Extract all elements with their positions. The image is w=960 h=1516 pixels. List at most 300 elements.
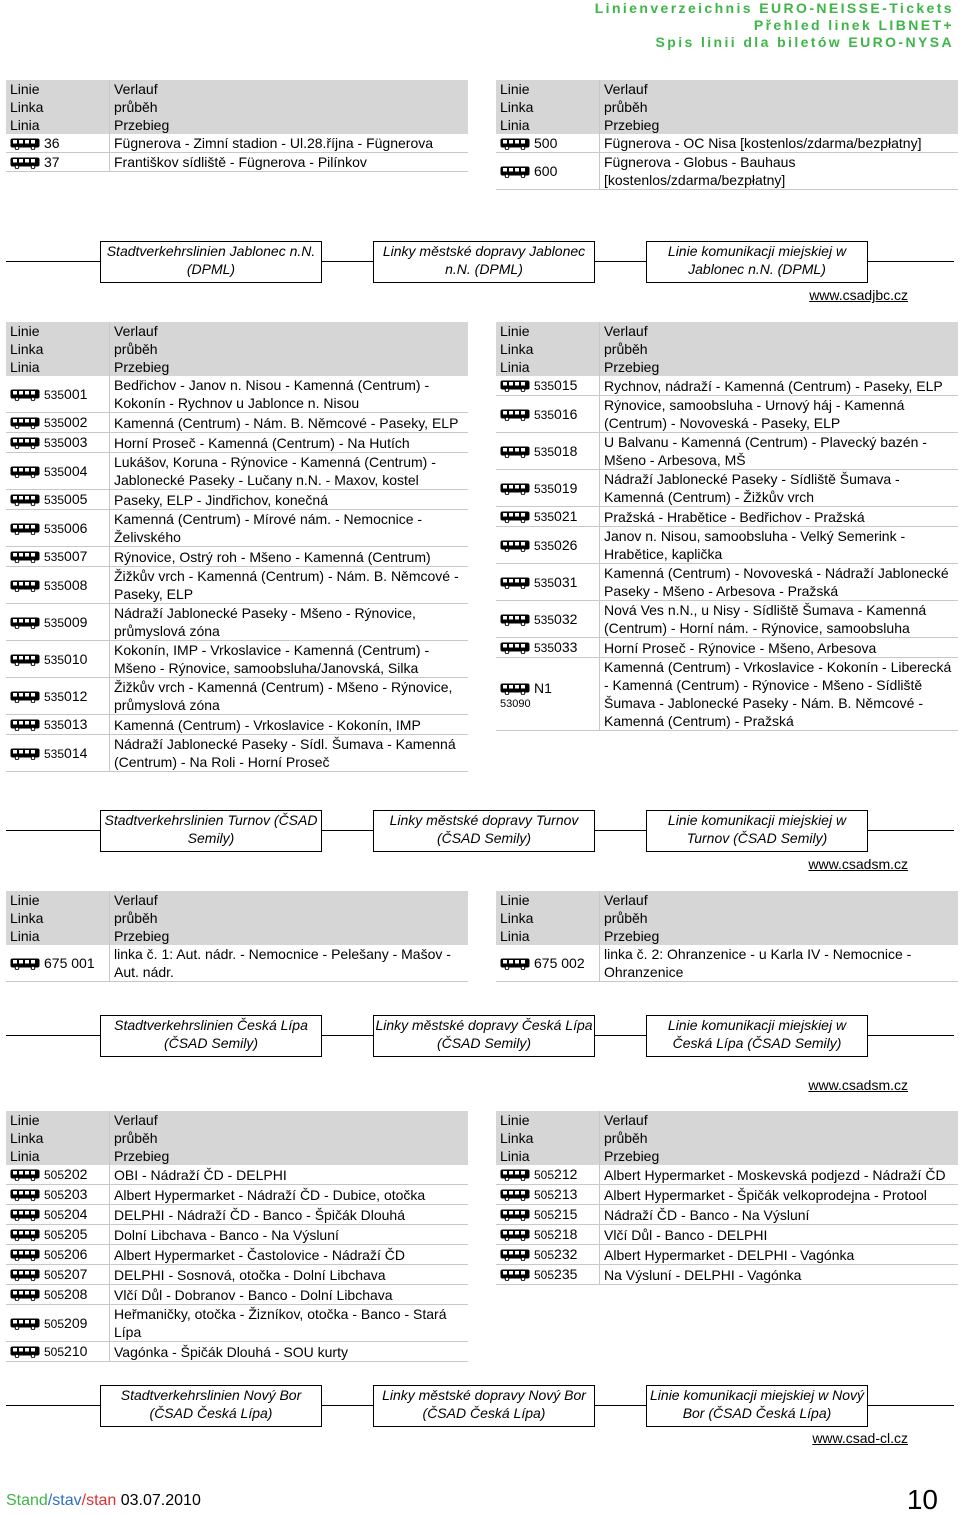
table-row (496, 1265, 958, 1285)
table-row (6, 490, 468, 510)
col-head-route: Verlauf (110, 1111, 469, 1129)
col-head-line: Linie (496, 891, 600, 909)
line-suffix: 204 (64, 1206, 88, 1222)
table-header-row (496, 358, 958, 376)
table-row (6, 1285, 468, 1305)
col-head-line: Linie (6, 80, 110, 98)
line-prefix: 535 (44, 464, 65, 479)
col-head-line: Linka (6, 909, 110, 927)
route-text: Rýnovice, samoobsluha - Urnový háj - Kamenná (Centrum) - Novoveská - Paseky, ELP (600, 396, 959, 433)
line-prefix: 505 (534, 1268, 555, 1282)
col-head-route: průběh (110, 98, 469, 116)
bus-icon (10, 1346, 40, 1358)
line-number-cell (6, 1245, 110, 1265)
operator-website-link[interactable]: www.csadsm.cz (808, 1077, 908, 1093)
col-head-route: Przebieg (110, 927, 469, 945)
line-suffix: 208 (64, 1286, 88, 1302)
line-suffix: N1 (534, 679, 552, 696)
lines-table-right (496, 891, 958, 982)
table-header-row (496, 891, 958, 909)
line-number-cell (6, 1285, 110, 1305)
line-prefix: 535 (534, 612, 555, 627)
bus-icon (500, 1209, 530, 1221)
route-text: OBI - Nádraží ČD - DELPHI (110, 1165, 469, 1185)
route-text: Dolní Libchava - Banco - Na Výsluní (110, 1225, 469, 1245)
line-suffix: 215 (554, 1206, 578, 1222)
route-text: Lukášov, Koruna - Rýnovice - Kamenná (Centrum) - Jablonecké Paseky - Lučany n.N. - Maxov, kostel (110, 453, 469, 490)
line-number-cell (6, 1265, 110, 1285)
route-text: Nádraží Jablonecké Paseky - Sídliště Šumava - Kamenná (Centrum) - Žižkův vrch (600, 470, 959, 507)
bus-icon (500, 540, 530, 552)
line-prefix: 505 (44, 1188, 65, 1202)
col-head-route: Przebieg (600, 116, 959, 134)
route-text: Rýnovice, Ostrý roh - Mšeno - Kamenná (Centrum) (110, 547, 469, 567)
footer-stand-pl: stan (86, 1492, 117, 1509)
table-row (496, 1225, 958, 1245)
table-row (496, 376, 958, 396)
section-title-box: Linky městské dopravy Nový Bor (ČSAD Česká Lípa) (373, 1385, 595, 1427)
route-text: Rychnov, nádraží - Kamenná (Centrum) - Paseky, ELP (600, 376, 959, 396)
footer-sep-1: / (47, 1492, 53, 1509)
line-number: 675 002 (534, 955, 585, 971)
line-suffix: 012 (64, 687, 88, 704)
table-header-row (496, 1147, 958, 1165)
table-row (6, 567, 468, 604)
line-prefix: 505 (44, 1316, 65, 1331)
footer-stand (6, 1492, 201, 1510)
bus-icon (10, 466, 40, 478)
line-suffix: 015 (554, 377, 578, 393)
line-prefix: 535 (534, 481, 555, 496)
col-head-line: Linia (496, 927, 600, 945)
lines-table-left (6, 80, 468, 172)
route-text: Vlčí Důl - Banco - DELPHI (600, 1225, 959, 1245)
route-text: Kamenná (Centrum) - Nám. B. Němcové - Paseky, ELP (110, 413, 469, 433)
route-text: Horní Proseč - Rýnovice - Mšeno, Arbesova (600, 638, 959, 658)
line-number-cell (6, 547, 110, 567)
col-head-route: Verlauf (600, 891, 959, 909)
bus-icon (10, 654, 40, 666)
bus-icon (10, 1289, 40, 1301)
table-row (496, 396, 958, 433)
route-text: Albert Hypermarket - DELPHI - Vagónka (600, 1245, 959, 1265)
footer-date: 03.07.2010 (116, 1492, 201, 1509)
table-row (6, 433, 468, 453)
table-header-row (6, 358, 468, 376)
table-row (6, 1225, 468, 1245)
col-head-route: průběh (110, 1129, 469, 1147)
line-suffix: 016 (554, 405, 578, 422)
route-text: Žižkův vrch - Kamenná (Centrum) - Nám. B. Němcové - Paseky, ELP (110, 567, 469, 604)
route-text: DELPHI - Nádraží ČD - Banco - Špičák Dlouhá (110, 1205, 469, 1225)
bus-icon (10, 138, 40, 150)
line-suffix: 007 (64, 548, 88, 564)
document-header (595, 0, 954, 51)
line-number-cell (496, 601, 600, 638)
bus-icon (10, 389, 40, 401)
bus-icon (10, 523, 40, 535)
section-title-box: Stadtverkehrslinien Nový Bor (ČSAD Česká Lípa) (100, 1385, 322, 1427)
line-prefix: 535 (44, 615, 65, 630)
route-text: Kokonín, IMP - Vrkoslavice - Kamenná (Centrum) - Mšeno - Rýnovice, samoobsluha/Janovská, Silka (110, 641, 469, 678)
line-number-cell (6, 510, 110, 547)
bus-icon (10, 1318, 40, 1330)
table-header-row (6, 98, 468, 116)
table-row (496, 1205, 958, 1225)
table-row (496, 1185, 958, 1205)
line-suffix: 005 (64, 491, 88, 507)
route-text: Nádraží Jablonecké Paseky - Sídl. Šumava - Kamenná (Centrum) - Na Roli - Horní Proseč (110, 735, 469, 772)
line-prefix: 505 (44, 1345, 65, 1359)
bus-icon (10, 1189, 40, 1201)
line-suffix: 014 (64, 744, 88, 761)
lines-table-right (496, 80, 958, 190)
bus-icon (500, 1169, 530, 1181)
route-text: DELPHI - Sosnová, otočka - Dolní Libchava (110, 1265, 469, 1285)
table-row (6, 510, 468, 547)
col-head-line: Linia (6, 116, 110, 134)
col-head-route: Przebieg (110, 358, 469, 376)
line-number-cell (496, 1245, 600, 1265)
operator-website-link[interactable]: www.csadjbc.cz (809, 287, 908, 303)
line-number: 600 (534, 163, 558, 179)
table-row (496, 470, 958, 507)
bus-icon (10, 417, 40, 429)
route-text: Janov n. Nisou, samoobsluha - Velký Semerink - Hrabětice, kaplička (600, 527, 959, 564)
line-suffix: 002 (64, 414, 88, 430)
route-text: linka č. 2: Ohranzenice - u Karla IV - Nemocnice - Ohranzenice (600, 945, 959, 982)
line-number-cell (6, 134, 110, 153)
route-text: Albert Hypermarket - Špičák velkoprodejna - Protool (600, 1185, 959, 1205)
line-suffix: 008 (64, 576, 88, 593)
line-number-cell (496, 507, 600, 527)
table-row (496, 433, 958, 470)
line-prefix: 535 (534, 538, 555, 553)
line-prefix: 535 (44, 652, 65, 667)
line-number-cell (496, 1225, 600, 1245)
table-header-row (496, 98, 958, 116)
table-row (496, 1245, 958, 1265)
line-prefix: 505 (44, 1288, 65, 1302)
line-suffix: 003 (64, 434, 88, 450)
line-prefix: 505 (534, 1208, 555, 1222)
bus-icon (10, 1249, 40, 1261)
line-number-cell (6, 715, 110, 735)
route-text: Kamenná (Centrum) - Novoveská - Nádraží Jablonecké Paseky - Mšeno - Arbesova - Pražská (600, 564, 959, 601)
bus-icon (500, 577, 530, 589)
col-head-route: Przebieg (600, 358, 959, 376)
route-text: Žižkův vrch - Kamenná (Centrum) - Mšeno - Rýnovice, průmyslová zóna (110, 678, 469, 715)
route-text: Nová Ves n.N., u Nisy - Sídliště Šumava - Kamenná (Centrum) - Horní nám. - Rýnovice, samoobsluha (600, 601, 959, 638)
line-prefix: 505 (534, 1228, 555, 1242)
line-suffix: 018 (554, 442, 578, 459)
line-prefix: 535 (44, 436, 65, 450)
line-suffix: 019 (554, 479, 578, 496)
bus-icon (500, 1189, 530, 1201)
line-prefix: 535 (534, 407, 555, 422)
line-number-cell (496, 1265, 600, 1285)
line-suffix: 031 (554, 573, 578, 590)
table-row (6, 413, 468, 433)
line-suffix: 202 (64, 1166, 88, 1182)
line-number-cell (6, 604, 110, 641)
line-prefix: 535 (534, 641, 555, 655)
route-text: Albert Hypermarket - Moskevská podjezd - Nádraží ČD (600, 1165, 959, 1185)
col-head-route: Verlauf (110, 322, 469, 340)
header-line-pl: Spis linii dla biletów EURO-NYSA (655, 34, 954, 50)
lines-table-right (496, 1111, 958, 1285)
line-number: 36 (44, 135, 60, 151)
section-title-box: Stadtverkehrslinien Turnov (ČSAD Semily) (100, 810, 322, 852)
line-suffix: 213 (554, 1186, 578, 1202)
line-number-cell (6, 1165, 110, 1185)
bus-icon (10, 617, 40, 629)
line-prefix: 535 (534, 379, 555, 393)
col-head-route: Verlauf (600, 80, 959, 98)
col-head-route: průběh (110, 340, 469, 358)
bus-icon (10, 551, 40, 563)
col-head-route: průběh (600, 340, 959, 358)
table-header-row (6, 116, 468, 134)
table-row (496, 945, 958, 982)
route-text: Paseky, ELP - Jindřichov, konečná (110, 490, 469, 510)
col-head-line: Linia (496, 358, 600, 376)
line-number-cell (6, 735, 110, 772)
line-suffix: 009 (64, 613, 88, 630)
table-row (496, 134, 958, 153)
line-prefix: 505 (44, 1268, 65, 1282)
line-suffix: 209 (64, 1314, 88, 1331)
table-row (6, 547, 468, 567)
route-text: Pražská - Hrabětice - Bedřichov - Pražská (600, 507, 959, 527)
route-text: Vlčí Důl - Dobranov - Banco - Dolní Libchava (110, 1285, 469, 1305)
line-number-cell (496, 396, 600, 433)
line-number-cell (6, 376, 110, 413)
line-number-cell (496, 376, 600, 396)
line-suffix: 013 (64, 716, 88, 732)
bus-icon (500, 409, 530, 421)
col-head-line: Linia (6, 927, 110, 945)
col-head-line: Linie (6, 1111, 110, 1129)
table-header-row (6, 909, 468, 927)
table-row (496, 153, 958, 190)
bus-icon (500, 614, 530, 626)
route-text: Horní Proseč - Kamenná (Centrum) - Na Hutích (110, 433, 469, 453)
bus-icon (500, 1229, 530, 1241)
footer-stand-de: Stand (6, 1492, 48, 1509)
bus-icon (500, 483, 530, 495)
col-head-route: průběh (600, 909, 959, 927)
route-text: Bedřichov - Janov n. Nisou - Kamenná (Centrum) - Kokonín - Rychnov u Jablonce n. Nisou (110, 376, 469, 413)
col-head-line: Linka (6, 98, 110, 116)
bus-icon (500, 1249, 530, 1261)
table-header-row (6, 891, 468, 909)
table-header-row (6, 927, 468, 945)
col-head-line: Linie (6, 891, 110, 909)
bus-icon (10, 719, 40, 731)
line-number-cell (6, 490, 110, 510)
line-number-cell (6, 1342, 110, 1362)
line-number: 675 001 (44, 955, 95, 971)
line-number-cell (6, 567, 110, 604)
bus-icon (500, 446, 530, 458)
operator-website-link[interactable]: www.csadsm.cz (808, 856, 908, 872)
col-head-route: průběh (600, 1129, 959, 1147)
line-prefix: 535 (44, 689, 65, 704)
table-row (6, 1165, 468, 1185)
line-suffix: 206 (64, 1246, 88, 1262)
line-number-cell (6, 641, 110, 678)
page-number: 10 (906, 1484, 938, 1515)
line-suffix: 001 (64, 385, 88, 402)
line-prefix: 535 (44, 578, 65, 593)
col-head-line: Linia (6, 358, 110, 376)
table-row (496, 527, 958, 564)
col-head-line: Linia (6, 1147, 110, 1165)
table-header-row (6, 1111, 468, 1129)
col-head-line: Linia (496, 1147, 600, 1165)
line-suffix: 218 (554, 1226, 578, 1242)
operator-website-link[interactable]: www.csad-cl.cz (812, 1430, 908, 1446)
col-head-line: Linie (496, 80, 600, 98)
line-number-cell (6, 1205, 110, 1225)
route-text: U Balvanu - Kamenná (Centrum) - Plavecký bazén - Mšeno - Arbesova, MŠ (600, 433, 959, 470)
line-suffix: 235 (554, 1266, 578, 1282)
section-title-box: Linie komunikacji miejskiej w Jablonec n.N. (DPML) (646, 241, 868, 283)
line-prefix: 535 (44, 416, 65, 430)
route-text: Vagónka - Špičák Dlouhá - SOU kurty (110, 1342, 469, 1362)
line-suffix: 232 (554, 1246, 578, 1262)
line-prefix: 505 (44, 1228, 65, 1242)
bus-icon (10, 958, 40, 970)
table-header-row (6, 340, 468, 358)
bus-icon (10, 1209, 40, 1221)
line-number-cell (496, 945, 600, 982)
col-head-line: Linka (496, 1129, 600, 1147)
col-head-line: Linie (496, 1111, 600, 1129)
col-head-line: Linka (496, 340, 600, 358)
table-header-row (496, 340, 958, 358)
lines-table-left (6, 891, 468, 982)
route-text: Fügnerova - OC Nisa [kostenlos/zdarma/bezpłatny] (600, 134, 959, 153)
table-row (496, 638, 958, 658)
header-line-de: Linienverzeichnis EURO-NEISSE-Tickets (594, 0, 954, 16)
table-row (6, 153, 468, 172)
line-prefix: 505 (44, 1208, 65, 1222)
line-prefix: 535 (534, 444, 555, 459)
line-suffix: 212 (554, 1166, 578, 1182)
table-header-row (496, 80, 958, 98)
col-head-route: Przebieg (600, 927, 959, 945)
col-head-route: Przebieg (110, 116, 469, 134)
line-number-cell (6, 153, 110, 172)
line-number: 37 (44, 154, 60, 170)
table-row (6, 453, 468, 490)
col-head-route: Verlauf (110, 891, 469, 909)
col-head-route: Verlauf (600, 322, 959, 340)
bus-icon (10, 580, 40, 592)
line-prefix: 535 (44, 550, 65, 564)
line-prefix: 535 (44, 387, 65, 402)
line-suffix: 203 (64, 1186, 88, 1202)
line-prefix: 535 (44, 746, 65, 761)
route-text: Kamenná (Centrum) - Vrkoslavice - Kokonín - Liberecká - Kamenná (Centrum) - Rýnovice - Mšeno - Sídliště Šumava - Jablonecké Paseky - Nám. B. Němcové - Kamenná (Centrum) - Pražská (600, 658, 959, 731)
table-header-row (6, 322, 468, 340)
lines-table-right (496, 322, 958, 731)
route-text: Nádraží ČD - Banco - Na Výsluní (600, 1205, 959, 1225)
col-head-line: Linka (496, 909, 600, 927)
col-head-route: průběh (600, 98, 959, 116)
line-suffix: 006 (64, 519, 88, 536)
col-head-route: Verlauf (600, 1111, 959, 1129)
table-row (496, 601, 958, 638)
line-number-cell (496, 470, 600, 507)
line-number-cell (496, 134, 600, 153)
route-text: Kamenná (Centrum) - Mírové nám. - Nemocnice - Želivského (110, 510, 469, 547)
table-row (496, 658, 958, 731)
line-prefix: 505 (534, 1168, 555, 1182)
table-row (6, 678, 468, 715)
line-prefix: 535 (534, 510, 555, 524)
table-header-row (496, 116, 958, 134)
line-number-cell (6, 453, 110, 490)
line-number: 500 (534, 135, 558, 151)
line-suffix: 205 (64, 1226, 88, 1242)
table-row (6, 1185, 468, 1205)
table-header-row (496, 909, 958, 927)
line-number-cell (6, 945, 110, 982)
col-head-line: Linie (6, 322, 110, 340)
line-suffix: 207 (64, 1266, 88, 1282)
table-header-row (496, 1111, 958, 1129)
table-header-row (6, 80, 468, 98)
route-text: linka č. 1: Aut. nádr. - Nemocnice - Pelešany - Mašov - Aut. nádr. (110, 945, 469, 982)
table-row (496, 507, 958, 527)
section-title-box: Linky městské dopravy Česká Lípa (ČSAD Semily) (373, 1015, 595, 1057)
line-number-cell (496, 658, 600, 731)
line-prefix: 535 (44, 718, 65, 732)
table-row (6, 1205, 468, 1225)
table-row (496, 564, 958, 601)
table-row (6, 1245, 468, 1265)
line-prefix: 535 (534, 575, 555, 590)
table-row (6, 376, 468, 413)
line-prefix: 535 (44, 521, 65, 536)
line-number-cell (496, 153, 600, 190)
bus-icon (500, 380, 530, 392)
route-text: Nádraží Jablonecké Paseky - Mšeno - Rýnovice, průmyslová zóna (110, 604, 469, 641)
line-suffix: 026 (554, 536, 578, 553)
line-number-cell (6, 1225, 110, 1245)
line-number-cell (496, 433, 600, 470)
line-number-cell (6, 678, 110, 715)
route-text: Fügnerova - Zimní stadion - Ul.28.října - Fügnerova (110, 134, 469, 153)
route-text: Albert Hypermarket - Častolovice - Nádraží ČD (110, 1245, 469, 1265)
line-sub-number: 53090 (500, 697, 531, 710)
col-head-route: Przebieg (600, 1147, 959, 1165)
line-number-cell (6, 433, 110, 453)
table-row (6, 1265, 468, 1285)
section-title-box: Stadtverkehrslinien Jablonec n.N. (DPML) (100, 241, 322, 283)
col-head-line: Linka (6, 1129, 110, 1147)
line-number-cell (6, 1305, 110, 1342)
line-number-cell (6, 413, 110, 433)
bus-icon (500, 511, 530, 523)
table-row (6, 134, 468, 153)
table-row (6, 641, 468, 678)
header-line-cz: Přehled linek LIBNET+ (753, 17, 954, 33)
table-header-row (496, 322, 958, 340)
